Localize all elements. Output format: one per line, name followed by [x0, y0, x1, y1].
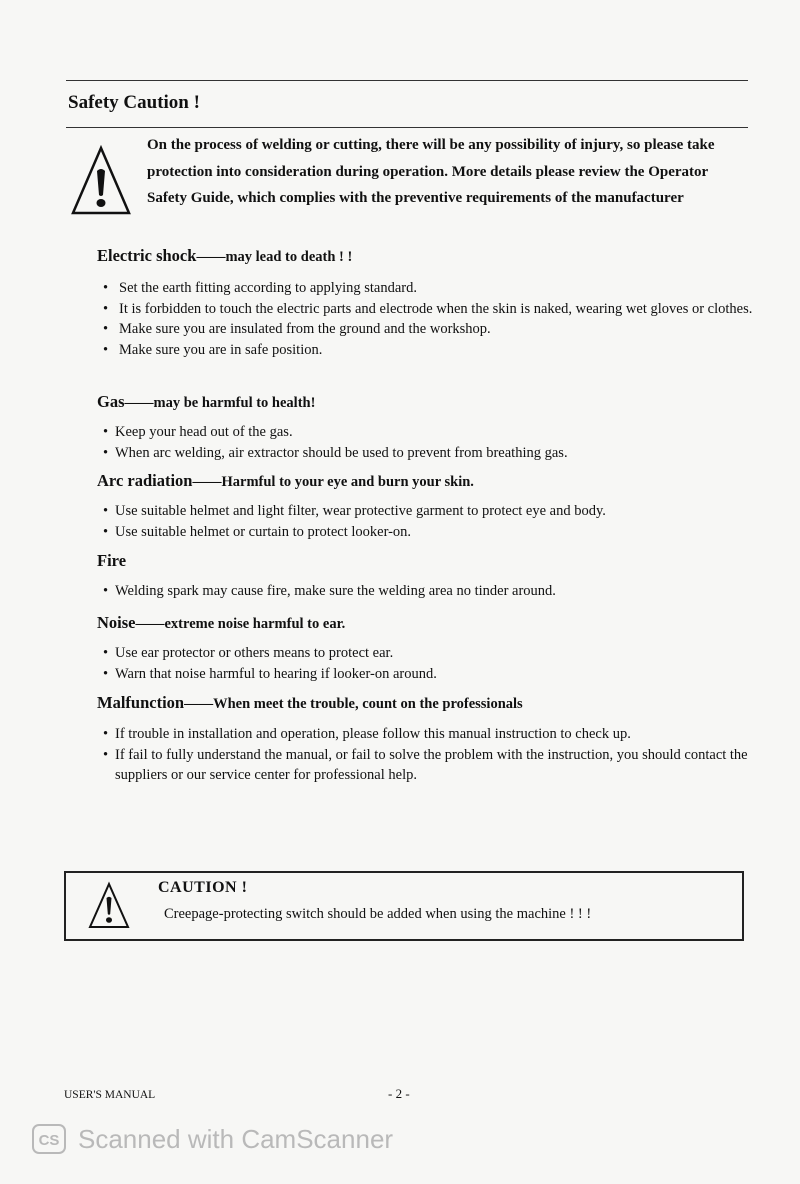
- list-item: • Set the earth fitting according to applying standard.: [97, 278, 757, 299]
- section-heading: [97, 470, 757, 493]
- heading-main: Gas: [97, 392, 125, 411]
- list-item: • It is forbidden to touch the electric parts and electrode when the skin is naked, wearing wet gloves or clothes.: [97, 299, 757, 320]
- heading-tail: ——may lead to death ! !: [196, 249, 353, 265]
- heading-tail: ——Harmful to your eye and burn your skin.: [192, 474, 474, 490]
- camscanner-text: Scanned with CamScanner: [78, 1123, 394, 1154]
- caution-box: [64, 871, 744, 941]
- section-fire: [97, 550, 757, 602]
- bullet-list: [97, 501, 757, 542]
- caution-text: Creepage-protecting switch should be added when using the machine ! ! !: [164, 906, 592, 922]
- list-item: • When arc welding, air extractor should be used to prevent from breathing gas.: [97, 443, 757, 464]
- section-heading: [97, 692, 757, 715]
- bullet-list: [97, 278, 757, 360]
- list-item: • Use ear protector or others means to protect ear.: [97, 643, 757, 664]
- title-rule: [66, 127, 748, 128]
- heading-main: Electric shock: [97, 246, 197, 265]
- camscanner-watermark: [32, 1124, 393, 1154]
- heading-main: Arc radiation: [97, 471, 193, 490]
- camscanner-logo-icon: [32, 1124, 66, 1154]
- warning-triangle-icon: [70, 145, 132, 217]
- list-item: • Use suitable helmet or curtain to protect looker-on.: [97, 522, 757, 543]
- section-malfunction: [97, 692, 757, 786]
- heading-main: Noise: [97, 613, 136, 632]
- heading-tail: ——may be harmful to health!: [124, 395, 316, 411]
- list-item: • Warn that noise harmful to hearing if looker-on around.: [97, 664, 757, 685]
- footer-manual-label: USER'S MANUAL: [64, 1089, 156, 1101]
- top-rule: [66, 80, 748, 81]
- list-item: • Make sure you are in safe position.: [97, 340, 757, 361]
- section-gas: [97, 391, 757, 463]
- section-heading: [97, 612, 757, 635]
- page-title: Safety Caution !: [68, 92, 200, 113]
- bullet-list: [97, 724, 757, 786]
- list-item: • Keep your head out of the gas.: [97, 422, 757, 443]
- heading-tail: ——When meet the trouble, count on the professionals: [184, 696, 523, 712]
- list-item: • Welding spark may cause fire, make sure the welding area no tinder around.: [97, 581, 757, 602]
- section-noise: [97, 612, 757, 684]
- heading-tail: ——extreme noise harmful to ear.: [135, 616, 346, 632]
- caution-label: CAUTION !: [158, 879, 248, 896]
- list-item: • Make sure you are insulated from the ground and the workshop.: [97, 319, 757, 340]
- list-item: • If trouble in installation and operation, please follow this manual instruction to check up.: [97, 724, 757, 745]
- caution-triangle-icon: [88, 881, 130, 931]
- bullet-list: [97, 422, 757, 463]
- section-electric-shock: [97, 245, 757, 360]
- list-item: • Use suitable helmet and light filter, wear protective garment to protect eye and body.: [97, 501, 757, 522]
- section-arc-radiation: [97, 470, 757, 542]
- svg-text:CS: CS: [38, 1132, 60, 1149]
- list-item: • If fail to fully understand the manual, or fail to solve the problem with the instruction, you should contact the suppliers or our service center for professional help.: [97, 745, 757, 786]
- heading-main: Malfunction: [97, 693, 185, 712]
- bullet-list: [97, 643, 757, 684]
- section-heading: [97, 391, 757, 414]
- intro-paragraph: On the process of welding or cutting, there will be any possibility of injury, so please take protection into consideration during operation. More details please review the Operator Safety Guide, which complies with the preventive requirements of the manufacturer: [147, 137, 715, 206]
- section-heading: [97, 245, 757, 268]
- section-heading: Fire: [97, 551, 127, 570]
- page-number: - 2 -: [388, 1086, 410, 1101]
- bullet-list: [97, 581, 757, 602]
